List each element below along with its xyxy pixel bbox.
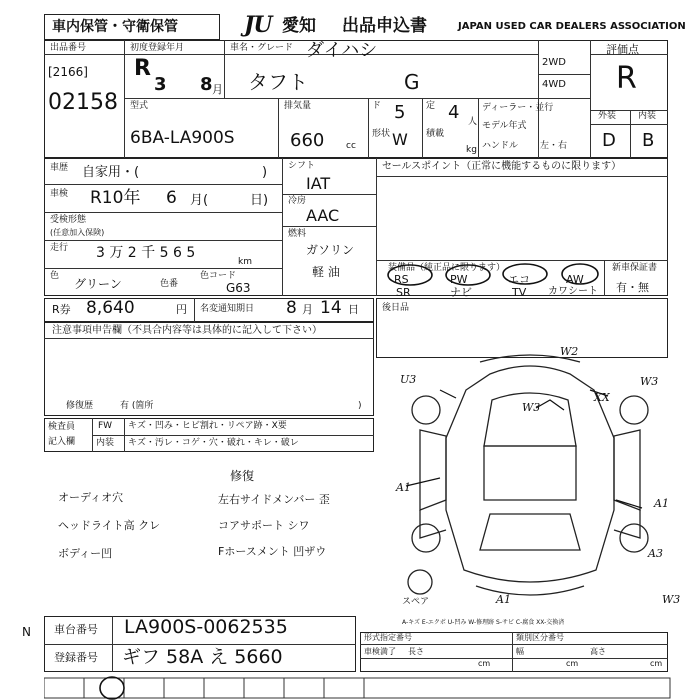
equip-rs: RS — [394, 273, 409, 286]
lot-label: 出品番号 — [50, 43, 87, 53]
recycle-label: R券 — [52, 303, 71, 316]
shaken-value: R10年 — [90, 188, 141, 208]
fw-items: キズ・凹み・ヒビ割れ・リペア跡・X要 — [128, 421, 287, 431]
class-label: 類別区分番号 — [516, 633, 564, 642]
equipment-title: 装備品（純正品に限ります） — [388, 263, 506, 273]
damage-mark-w3-front: W3 — [522, 401, 541, 414]
interior-grade: B — [642, 130, 655, 151]
equipment-circles — [380, 258, 610, 298]
warranty-label: 新車保証書 — [612, 263, 658, 273]
shift-value: IAT — [306, 174, 331, 193]
note-body: ボディー凹 — [58, 547, 113, 560]
load-unit: kg — [466, 145, 477, 155]
damage-mark-a1-right: A1 — [654, 497, 669, 510]
repair-label: 修復歴 — [66, 401, 94, 411]
damage-mark-w3-side: W3 — [662, 593, 681, 606]
history-value: 自家用・( — [82, 165, 140, 180]
record-label: 記入欄 — [48, 437, 76, 447]
mileage-label: 走行 — [50, 243, 69, 253]
recycle-value: 8,640 — [86, 298, 135, 318]
color-code: G63 — [226, 281, 251, 295]
fuel-value-petrol: ガソリン — [306, 243, 355, 257]
handle-label: ハンドル — [482, 141, 519, 151]
recycle-unit: 円 — [176, 303, 187, 316]
color-code-label: 色コード — [200, 271, 237, 281]
name-change-day: 14 — [320, 298, 342, 318]
insurance-sub: (任意加入保険) — [50, 228, 105, 237]
chassis-label: 車台番号 — [54, 623, 98, 636]
name-change-month: 8 — [286, 298, 297, 318]
shaken-label: 車検 — [50, 189, 69, 199]
plate-value: ギフ 58A え 5660 — [122, 646, 283, 668]
equip-leather: カワシート — [548, 286, 598, 297]
mileage-unit: km — [238, 257, 252, 267]
width-label: 幅 — [516, 647, 524, 656]
score-value: R — [616, 61, 637, 96]
equip-pw: PW — [450, 273, 468, 286]
keep-label: 車内保管・守衛保管 — [52, 19, 178, 35]
shape-value: W — [392, 130, 408, 149]
first-reg-year: 3 — [154, 74, 167, 95]
exterior-grade: D — [602, 130, 616, 151]
note-repair: 修復 — [230, 469, 255, 483]
shaken-month-unit: 月( — [190, 193, 209, 208]
first-reg-era: R — [134, 56, 151, 81]
aircon-value: AAC — [306, 206, 340, 225]
color-value: グリーン — [74, 277, 122, 291]
name-change-month-unit: 月 — [302, 303, 313, 316]
doors-value: 5 — [394, 102, 406, 123]
form-title: 出品申込書 — [342, 16, 427, 36]
note-headlight: ヘッドライト高 クレ — [58, 519, 161, 532]
after-items-label: 後日品 — [382, 303, 410, 313]
fw-label: FW — [98, 421, 113, 431]
damage-mark-w2: W2 — [560, 345, 579, 358]
note-reinforcement: Fホースメント 凹ザウ — [218, 545, 327, 558]
width-unit: cm — [566, 659, 579, 668]
repair-close: ) — [358, 401, 362, 411]
fuel-label: 燃料 — [288, 229, 307, 239]
history-label: 車歴 — [50, 163, 69, 173]
first-reg-label: 初度登録年月 — [130, 43, 185, 53]
after-items-box — [376, 298, 668, 358]
exterior-label: 外装 — [598, 111, 617, 121]
doors-label: ド — [372, 101, 382, 111]
shift-label: シフト — [288, 161, 316, 171]
height-label: 高さ — [590, 647, 606, 656]
dealer-label: ディーラー・並行 — [482, 103, 554, 113]
damage-mark-a3: A3 — [648, 547, 663, 560]
aircon-label: 冷房 — [288, 196, 307, 206]
capacity-value: 4 — [448, 102, 460, 123]
fuel-value-diesel: 軽 油 — [312, 265, 340, 279]
grade: G — [404, 70, 420, 94]
load-label: 積載 — [426, 129, 445, 139]
inspector-label: 検査員 — [48, 422, 76, 432]
type-label: 型式 — [130, 101, 149, 111]
shaken-day: 日) — [250, 193, 269, 208]
score-label: 評価点 — [606, 43, 639, 56]
car-name: タフト — [248, 70, 308, 94]
shape-label: 形状 — [372, 129, 391, 139]
damage-mark-w3-top: W3 — [640, 375, 659, 388]
name-change-day-unit: 日 — [348, 303, 359, 316]
note-audio: オーディオ穴 — [58, 491, 124, 504]
equip-sr: SR — [396, 286, 411, 299]
interior-items: キズ・汚レ・コゲ・穴・破れ・キレ・破レ — [128, 438, 299, 448]
damage-mark-xx: XX — [594, 391, 610, 404]
note-core-support: コアサポート シワ — [218, 519, 310, 532]
damage-mark-a1-rear: A1 — [496, 593, 511, 606]
first-reg-month: 8 — [200, 74, 213, 95]
history-close: ) — [262, 165, 268, 180]
car-diagram — [380, 350, 680, 610]
ju-logo: JU — [244, 12, 272, 38]
interior-label: 内装 — [638, 111, 657, 121]
capacity-label: 定 — [426, 101, 436, 111]
model-label: 車名・グレード — [230, 43, 294, 53]
notice-box — [44, 322, 374, 416]
chassis-value: LA900S-0062535 — [124, 616, 288, 638]
handle-value: 左・右 — [540, 141, 568, 151]
color-label: 色 — [50, 271, 60, 281]
disp-label: 排気量 — [284, 101, 312, 111]
maker-name: ダイハシ — [306, 40, 378, 61]
repair-value: 有 (箇所 — [120, 401, 154, 411]
first-reg-month-unit: 月 — [212, 83, 223, 96]
damage-mark-a1-left: A1 — [396, 481, 411, 494]
type-value: 6BA-LA900S — [130, 128, 235, 148]
disp-value: 660 — [290, 130, 325, 151]
note-side-member: 左右サイドメンバー 歪 — [218, 493, 330, 506]
equip-tv: TV — [512, 286, 527, 299]
bottom-check-strip — [44, 676, 674, 700]
interior-check-label: 内装 — [96, 438, 115, 448]
form-check-label: 形式指定番号 — [364, 633, 412, 642]
equip-aw: AW — [566, 273, 584, 286]
notice-label: 注意事項申告欄（不具合内容等は具体的に記入して下さい） — [52, 325, 322, 336]
warranty-value: 有・無 — [616, 281, 649, 294]
disp-unit: cc — [346, 141, 356, 151]
length-unit: cm — [478, 659, 491, 668]
damage-legend: A-キズ E-エクボ U-凹み W-修理跡 S-サビ C-腐食 XX-交換済 — [402, 619, 565, 626]
lot-sub-number: [2166] — [48, 65, 88, 79]
drive-2wd: 2WD — [542, 57, 566, 68]
plate-label: 登録番号 — [54, 651, 98, 664]
model-year-label: モデル年式 — [482, 121, 527, 131]
drive-4wd: 4WD — [542, 79, 566, 90]
mileage-value: 3 万 2 千 5 6 5 — [96, 245, 196, 261]
color-no-label: 色番 — [160, 279, 179, 289]
n-mark: N — [22, 625, 31, 639]
org-name-jp: 愛知 — [282, 16, 316, 36]
height-unit: cm — [650, 659, 663, 668]
lot-number: 02158 — [48, 90, 118, 115]
name-change-label: 名変通知期日 — [200, 304, 255, 314]
equip-navi: ナビ — [450, 286, 472, 299]
equip-eco: エコ — [508, 273, 530, 286]
damage-mark-u3: U3 — [400, 373, 417, 386]
capacity-unit: 人 — [468, 117, 478, 127]
selling-point-label: セールスポイント（正常に機能するものに限ります） — [382, 161, 622, 172]
spare-label: スペア — [402, 597, 430, 607]
insurance-label: 受検形態 — [50, 215, 87, 225]
shaken-month: 6 — [166, 188, 177, 208]
length-label: 長さ — [408, 647, 424, 656]
date-label: 車検満了 — [364, 647, 396, 656]
org-name-en: JAPAN USED CAR DEALERS ASSOCIATION — [458, 21, 686, 32]
